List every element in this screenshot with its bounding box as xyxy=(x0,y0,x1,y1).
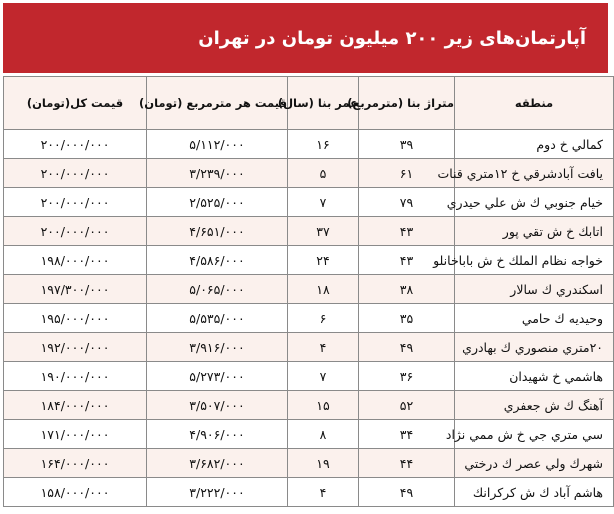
cell-region: وحيديه ك حامي xyxy=(455,304,614,333)
cell-total-price: ۱۸۴/۰۰۰/۰۰۰ xyxy=(4,391,147,420)
cell-total-price: ۱۹۲/۰۰۰/۰۰۰ xyxy=(4,333,147,362)
cell-price-per-meter: ۳/۲۲۲/۰۰۰ xyxy=(147,478,288,507)
cell-price-per-meter: ۵/۰۶۵/۰۰۰ xyxy=(147,275,288,304)
cell-total-price: ۲۰۰/۰۰۰/۰۰۰ xyxy=(4,217,147,246)
cell-region: کمالي خ دوم xyxy=(455,130,614,159)
cell-region: خواجه نظام الملك خ ش باباخانلو xyxy=(455,246,614,275)
cell-price-per-meter: ۵/۱۱۲/۰۰۰ xyxy=(147,130,288,159)
title-banner xyxy=(3,3,608,73)
cell-total-price: ۱۹۸/۰۰۰/۰۰۰ xyxy=(4,246,147,275)
cell-area: ۶۱ xyxy=(359,159,455,188)
header-total-price: قیمت کل(تومان) xyxy=(4,77,147,130)
cell-area: ۳۴ xyxy=(359,420,455,449)
table-row xyxy=(4,188,614,217)
cell-price-per-meter: ۳/۹۱۶/۰۰۰ xyxy=(147,333,288,362)
table-row xyxy=(4,159,614,188)
table-row xyxy=(4,362,614,391)
cell-total-price: ۱۵۸/۰۰۰/۰۰۰ xyxy=(4,478,147,507)
cell-region: اسكندري ك سالار xyxy=(455,275,614,304)
cell-age: ۷ xyxy=(288,188,359,217)
cell-region: خيام جنوبي ك ش علي حيدري xyxy=(455,188,614,217)
table-row xyxy=(4,217,614,246)
apartment-price-table xyxy=(3,76,614,507)
header-area: متراژ بنا (مترمربع) xyxy=(359,77,455,130)
cell-age: ۵ xyxy=(288,159,359,188)
cell-total-price: ۱۹۰/۰۰۰/۰۰۰ xyxy=(4,362,147,391)
cell-age: ۷ xyxy=(288,362,359,391)
cell-region: اتابك خ ش تقي پور xyxy=(455,217,614,246)
table-header-row xyxy=(4,77,614,130)
cell-region: هاشم آباد ك ش كركرانك xyxy=(455,478,614,507)
table-row xyxy=(4,478,614,507)
cell-price-per-meter: ۳/۶۸۲/۰۰۰ xyxy=(147,449,288,478)
cell-price-per-meter: ۳/۲۳۹/۰۰۰ xyxy=(147,159,288,188)
cell-total-price: ۱۹۵/۰۰۰/۰۰۰ xyxy=(4,304,147,333)
table-row xyxy=(4,130,614,159)
cell-area: ۴۳ xyxy=(359,246,455,275)
cell-area: ۳۸ xyxy=(359,275,455,304)
cell-age: ۱۸ xyxy=(288,275,359,304)
cell-age: ۴ xyxy=(288,333,359,362)
cell-price-per-meter: ۴/۵۸۶/۰۰۰ xyxy=(147,246,288,275)
page-title: آپارتمان‌های زیر ۲۰۰ میلیون تومان در تهران xyxy=(198,27,586,49)
cell-region: شهرك ولي عصر ك درختي xyxy=(455,449,614,478)
cell-price-per-meter: ۴/۶۵۱/۰۰۰ xyxy=(147,217,288,246)
table-row xyxy=(4,333,614,362)
cell-area: ۴۹ xyxy=(359,478,455,507)
cell-area: ۴۴ xyxy=(359,449,455,478)
cell-price-per-meter: ۵/۲۷۳/۰۰۰ xyxy=(147,362,288,391)
table-row xyxy=(4,275,614,304)
cell-region: آهنگ ك ش جعفري xyxy=(455,391,614,420)
cell-age: ۸ xyxy=(288,420,359,449)
cell-price-per-meter: ۲/۵۲۵/۰۰۰ xyxy=(147,188,288,217)
cell-region: ۲۰متري منصوري ك بهادري xyxy=(455,333,614,362)
header-age: عمر بنا (سال) xyxy=(288,77,359,130)
cell-area: ۳۵ xyxy=(359,304,455,333)
table-body xyxy=(4,130,614,507)
cell-age: ۳۷ xyxy=(288,217,359,246)
cell-area: ۳۹ xyxy=(359,130,455,159)
cell-total-price: ۱۹۷/۳۰۰/۰۰۰ xyxy=(4,275,147,304)
cell-area: ۴۹ xyxy=(359,333,455,362)
cell-price-per-meter: ۴/۹۰۶/۰۰۰ xyxy=(147,420,288,449)
cell-age: ۱۶ xyxy=(288,130,359,159)
cell-region: سي متري جي خ ش ممي نژاد xyxy=(455,420,614,449)
cell-age: ۲۴ xyxy=(288,246,359,275)
cell-total-price: ۲۰۰/۰۰۰/۰۰۰ xyxy=(4,188,147,217)
cell-age: ۱۹ xyxy=(288,449,359,478)
table-row xyxy=(4,420,614,449)
cell-total-price: ۲۰۰/۰۰۰/۰۰۰ xyxy=(4,159,147,188)
cell-total-price: ۱۶۴/۰۰۰/۰۰۰ xyxy=(4,449,147,478)
cell-price-per-meter: ۳/۵۰۷/۰۰۰ xyxy=(147,391,288,420)
cell-region: هاشمي خ شهيدان xyxy=(455,362,614,391)
table-row xyxy=(4,246,614,275)
cell-price-per-meter: ۵/۵۳۵/۰۰۰ xyxy=(147,304,288,333)
cell-area: ۴۳ xyxy=(359,217,455,246)
cell-area: ۳۶ xyxy=(359,362,455,391)
cell-region: يافت آبادشرقي خ ۱۲متري قنات xyxy=(455,159,614,188)
header-price-per-meter: قیمت هر مترمربع (تومان) xyxy=(147,77,288,130)
cell-area: ۷۹ xyxy=(359,188,455,217)
cell-age: ۴ xyxy=(288,478,359,507)
header-region: منطقه xyxy=(455,77,614,130)
cell-area: ۵۲ xyxy=(359,391,455,420)
cell-total-price: ۱۷۱/۰۰۰/۰۰۰ xyxy=(4,420,147,449)
table-row xyxy=(4,391,614,420)
table-row xyxy=(4,449,614,478)
cell-total-price: ۲۰۰/۰۰۰/۰۰۰ xyxy=(4,130,147,159)
table-row xyxy=(4,304,614,333)
cell-age: ۶ xyxy=(288,304,359,333)
cell-age: ۱۵ xyxy=(288,391,359,420)
